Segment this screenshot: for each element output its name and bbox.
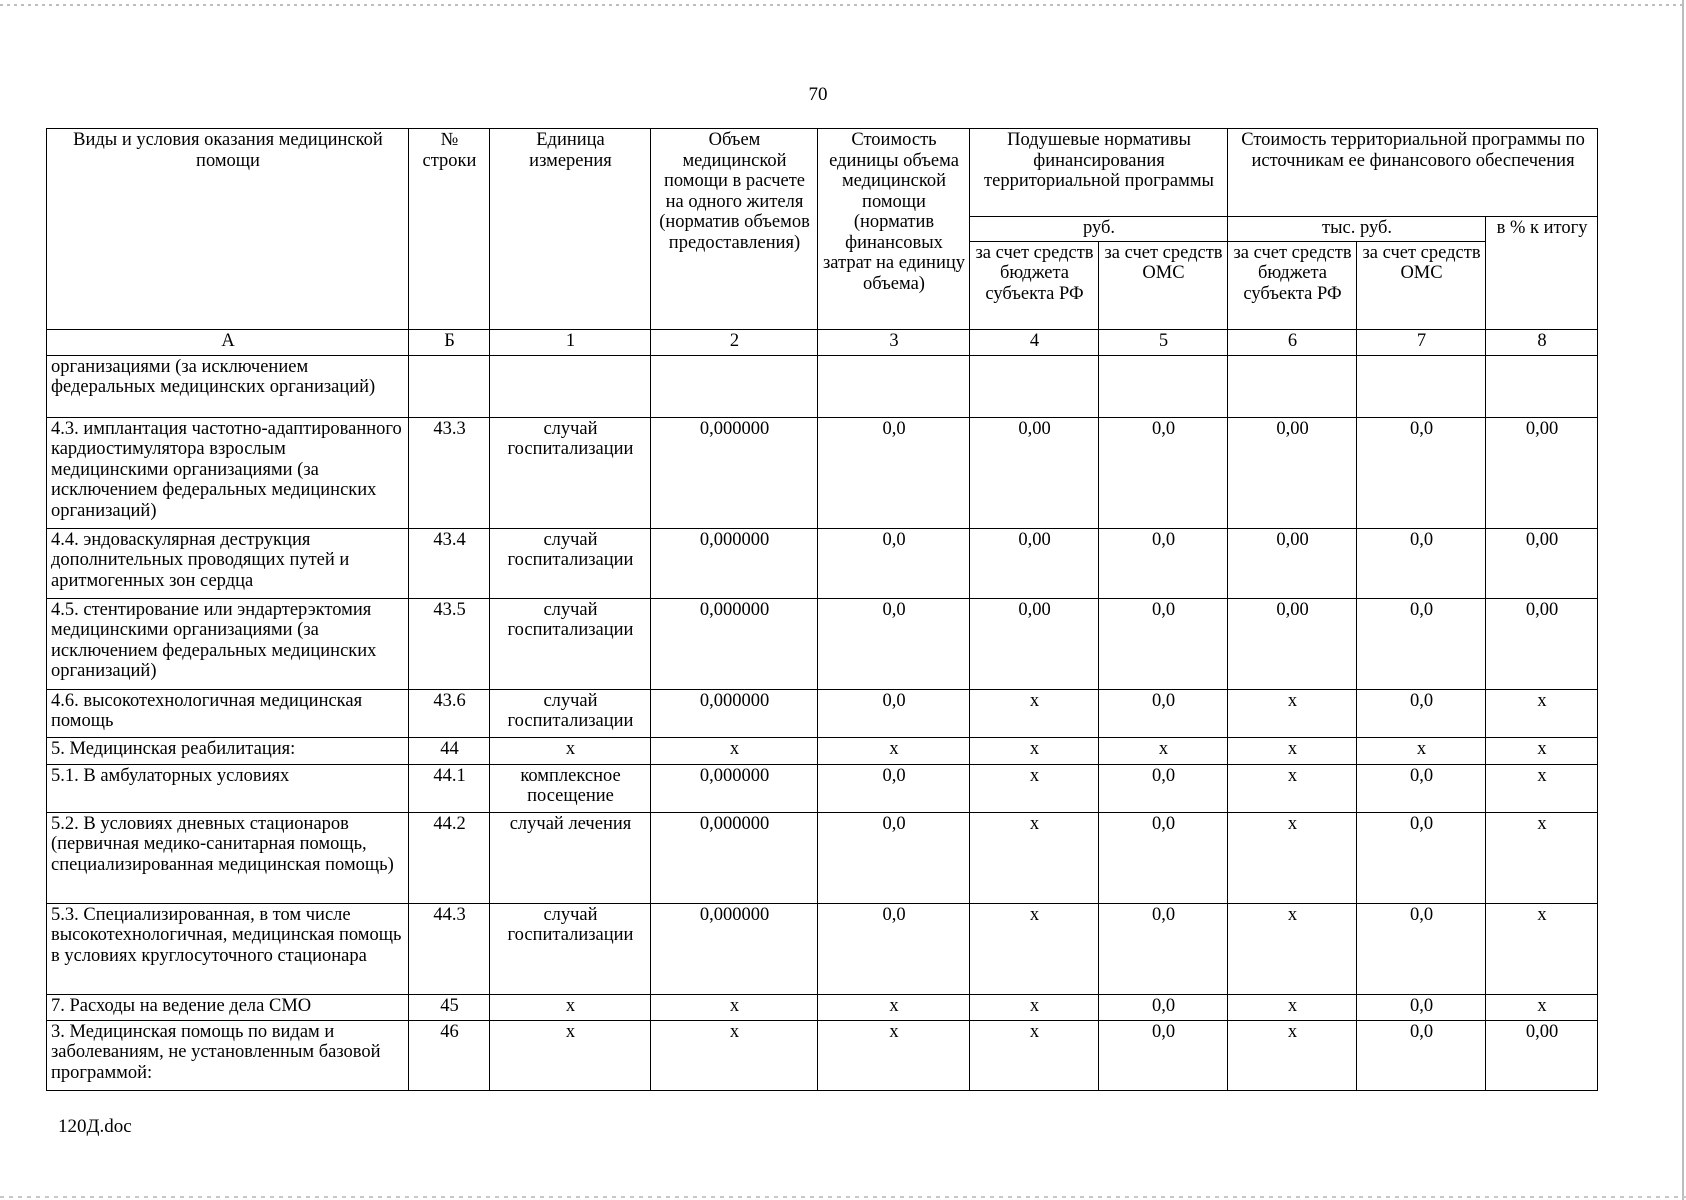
row-volume: x — [651, 1020, 818, 1090]
table-row — [47, 812, 1598, 903]
row-thousand-budget: x — [1228, 737, 1357, 764]
row-number: 43.3 — [409, 417, 490, 528]
row-number: 45 — [409, 994, 490, 1020]
row-unit-cost: 0,0 — [818, 689, 970, 737]
column-index-cell: 5 — [1099, 329, 1228, 355]
row-rub-oms: x — [1099, 737, 1228, 764]
row-number: 44.3 — [409, 903, 490, 994]
row-volume: 0,000000 — [651, 812, 818, 903]
row-rub-budget: x — [970, 737, 1099, 764]
row-rub-oms: 0,0 — [1099, 1020, 1228, 1090]
column-index-row — [47, 329, 1598, 355]
row-thousand-budget: x — [1228, 689, 1357, 737]
column-index-cell: 4 — [970, 329, 1099, 355]
row-rub-oms: 0,0 — [1099, 689, 1228, 737]
table-row — [47, 994, 1598, 1020]
table-row — [47, 689, 1598, 737]
row-name: 5. Медицинская реабилитация: — [47, 737, 409, 764]
row-rub-budget: x — [970, 903, 1099, 994]
row-rub-budget: 0,00 — [970, 417, 1099, 528]
row-name: 7. Расходы на ведение дела СМО — [47, 994, 409, 1020]
row-name: 4.5. стентирование или эндартерэктомия медицинскими организациями (за исключением федеральных медицинских организаций) — [47, 598, 409, 689]
row-number: 43.6 — [409, 689, 490, 737]
row-number: 44.2 — [409, 812, 490, 903]
row-number: 46 — [409, 1020, 490, 1090]
row-name: 5.3. Специализированная, в том числе высокотехнологичная, медицинская помощь в условиях круглосуточного стационара — [47, 903, 409, 994]
row-number: 43.4 — [409, 528, 490, 598]
row-volume: 0,000000 — [651, 528, 818, 598]
row-name: 4.6. высокотехнологичная медицинская помощь — [47, 689, 409, 737]
row-unit-cost: 0,0 — [818, 598, 970, 689]
row-thousand-oms: 0,0 — [1357, 994, 1486, 1020]
row-number — [409, 355, 490, 417]
page-number: 70 — [808, 84, 828, 105]
row-volume: 0,000000 — [651, 417, 818, 528]
row-number: 44.1 — [409, 764, 490, 812]
table-row — [47, 1020, 1598, 1090]
row-thousand-oms: 0,0 — [1357, 598, 1486, 689]
row-percent: x — [1486, 689, 1598, 737]
row-percent: 0,00 — [1486, 1020, 1598, 1090]
row-unit: x — [490, 737, 651, 764]
row-unit: случай лечения — [490, 812, 651, 903]
row-rub-budget: 0,00 — [970, 528, 1099, 598]
row-unit: случай госпитализации — [490, 528, 651, 598]
header-cell-row-number: № строки — [409, 129, 490, 330]
row-rub-budget: x — [970, 994, 1099, 1020]
row-percent: x — [1486, 994, 1598, 1020]
row-thousand-oms: 0,0 — [1357, 764, 1486, 812]
row-thousand-oms: 0,0 — [1357, 689, 1486, 737]
row-percent: x — [1486, 812, 1598, 903]
row-thousand-budget — [1228, 355, 1357, 417]
header-cell-rub: руб. — [970, 217, 1228, 242]
row-thousand-oms: 0,0 — [1357, 812, 1486, 903]
row-unit: x — [490, 994, 651, 1020]
row-percent: 0,00 — [1486, 598, 1598, 689]
row-rub-budget: x — [970, 689, 1099, 737]
header-cell-thousand-budget: за счет средств бюджета субъекта РФ — [1228, 241, 1357, 329]
row-thousand-budget: 0,00 — [1228, 417, 1357, 528]
row-name: 4.4. эндоваскулярная деструкция дополнительных проводящих путей и аритмогенных зон сердца — [47, 528, 409, 598]
header-cell-volume: Объем медицинской помощи в расчете на одного жителя (норматив объемов предоставления) — [651, 129, 818, 330]
row-name: организациями (за исключением федеральных медицинских организаций) — [47, 355, 409, 417]
row-volume — [651, 355, 818, 417]
row-percent: 0,00 — [1486, 417, 1598, 528]
row-percent: x — [1486, 737, 1598, 764]
column-index-cell: А — [47, 329, 409, 355]
row-thousand-budget: x — [1228, 903, 1357, 994]
row-percent: 0,00 — [1486, 528, 1598, 598]
row-unit-cost: x — [818, 994, 970, 1020]
table-row — [47, 737, 1598, 764]
row-unit-cost: x — [818, 737, 970, 764]
row-thousand-oms: x — [1357, 737, 1486, 764]
row-thousand-oms: 0,0 — [1357, 1020, 1486, 1090]
row-name: 3. Медицинская помощь по видам и заболеваниям, не установленным базовой программой: — [47, 1020, 409, 1090]
row-volume: x — [651, 994, 818, 1020]
footer-filename: 120Д.doc — [58, 1116, 132, 1137]
table-row — [47, 903, 1598, 994]
column-index-cell: 2 — [651, 329, 818, 355]
column-index-cell: 7 — [1357, 329, 1486, 355]
row-volume: 0,000000 — [651, 903, 818, 994]
column-index-cell: 3 — [818, 329, 970, 355]
table-row — [47, 528, 1598, 598]
table-row — [47, 764, 1598, 812]
row-thousand-budget: 0,00 — [1228, 598, 1357, 689]
row-volume: 0,000000 — [651, 764, 818, 812]
row-rub-budget: x — [970, 812, 1099, 903]
row-name: 5.1. В амбулаторных условиях — [47, 764, 409, 812]
row-unit: случай госпитализации — [490, 689, 651, 737]
row-unit: x — [490, 1020, 651, 1090]
row-rub-oms: 0,0 — [1099, 903, 1228, 994]
header-cell-thousand-rub: тыс. руб. — [1228, 217, 1486, 242]
column-index-cell: 1 — [490, 329, 651, 355]
row-thousand-oms: 0,0 — [1357, 417, 1486, 528]
header-cell-types: Виды и условия оказания медицинской помощи — [47, 129, 409, 330]
row-unit: случай госпитализации — [490, 903, 651, 994]
scan-artifact-top — [0, 4, 1686, 6]
row-name: 4.3. имплантация частотно-адаптированного кардиостимулятора взрослым медицинскими организациями (за исключением федеральных медицинских организаций) — [47, 417, 409, 528]
header-cell-unit: Единица измерения — [490, 129, 651, 330]
row-unit-cost: 0,0 — [818, 764, 970, 812]
row-number: 44 — [409, 737, 490, 764]
row-rub-oms: 0,0 — [1099, 528, 1228, 598]
row-volume: 0,000000 — [651, 598, 818, 689]
row-rub-oms: 0,0 — [1099, 812, 1228, 903]
row-rub-oms — [1099, 355, 1228, 417]
row-percent: x — [1486, 903, 1598, 994]
row-thousand-budget: x — [1228, 764, 1357, 812]
column-index-cell: 8 — [1486, 329, 1598, 355]
row-thousand-budget: x — [1228, 1020, 1357, 1090]
row-unit: комплексное посещение — [490, 764, 651, 812]
header-cell-per-capita-normatives: Подушевые нормативы финансирования территориальной программы — [970, 129, 1228, 217]
row-unit: случай госпитализации — [490, 598, 651, 689]
row-rub-oms: 0,0 — [1099, 764, 1228, 812]
row-thousand-oms: 0,0 — [1357, 528, 1486, 598]
row-rub-budget: x — [970, 1020, 1099, 1090]
row-percent: x — [1486, 764, 1598, 812]
row-unit-cost — [818, 355, 970, 417]
header-cell-unit-cost: Стоимость единицы объема медицинской помощи (норматив финансовых затрат на единицу объема) — [818, 129, 970, 330]
column-index-cell: Б — [409, 329, 490, 355]
row-rub-oms: 0,0 — [1099, 598, 1228, 689]
header-row-1 — [47, 129, 1598, 217]
row-thousand-budget: 0,00 — [1228, 528, 1357, 598]
row-thousand-budget: x — [1228, 994, 1357, 1020]
row-unit-cost: 0,0 — [818, 417, 970, 528]
row-unit — [490, 355, 651, 417]
row-volume: 0,000000 — [651, 689, 818, 737]
header-cell-thousand-oms: за счет средств ОМС — [1357, 241, 1486, 329]
scan-artifact-edge — [1682, 0, 1684, 1200]
row-name: 5.2. В условиях дневных стационаров (первичная медико-санитарная помощь, специализированная медицинская помощь) — [47, 812, 409, 903]
row-unit-cost: 0,0 — [818, 812, 970, 903]
row-unit: случай госпитализации — [490, 417, 651, 528]
header-cell-rub-budget: за счет средств бюджета субъекта РФ — [970, 241, 1099, 329]
row-number: 43.5 — [409, 598, 490, 689]
header-cell-rub-oms: за счет средств ОМС — [1099, 241, 1228, 329]
row-rub-budget: x — [970, 764, 1099, 812]
scan-artifact-bottom — [0, 1196, 1686, 1198]
row-percent — [1486, 355, 1598, 417]
table-row — [47, 355, 1598, 417]
row-rub-oms: 0,0 — [1099, 994, 1228, 1020]
row-volume: x — [651, 737, 818, 764]
financing-table — [46, 128, 1598, 1091]
row-rub-oms: 0,0 — [1099, 417, 1228, 528]
row-unit-cost: x — [818, 1020, 970, 1090]
column-index-cell: 6 — [1228, 329, 1357, 355]
row-thousand-budget: x — [1228, 812, 1357, 903]
row-thousand-oms — [1357, 355, 1486, 417]
row-thousand-oms: 0,0 — [1357, 903, 1486, 994]
header-cell-program-cost: Стоимость территориальной программы по источникам ее финансового обеспечения — [1228, 129, 1598, 217]
row-rub-budget: 0,00 — [970, 598, 1099, 689]
table-row — [47, 417, 1598, 528]
row-unit-cost: 0,0 — [818, 903, 970, 994]
row-unit-cost: 0,0 — [818, 528, 970, 598]
header-cell-percent-total: в % к итогу — [1486, 217, 1598, 330]
table-row — [47, 598, 1598, 689]
row-rub-budget — [970, 355, 1099, 417]
